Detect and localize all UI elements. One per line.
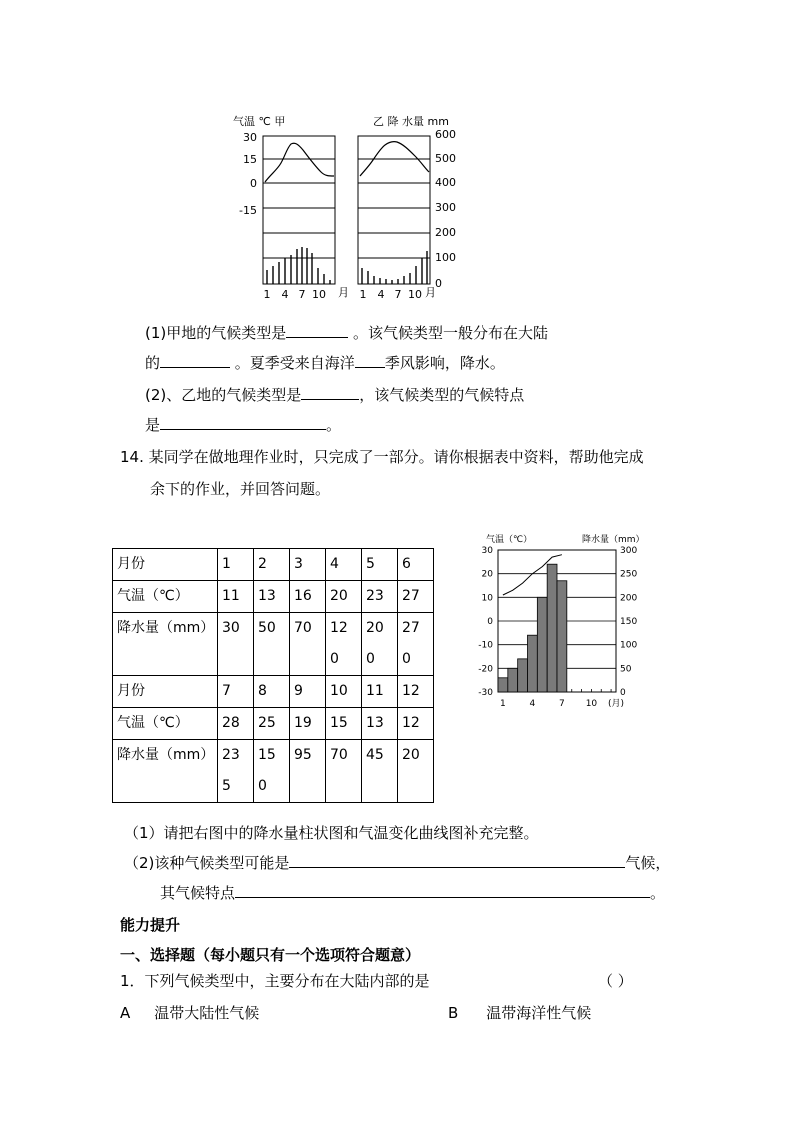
- jia-header: 气温 ℃ 甲: [233, 115, 286, 128]
- jia-x-tick: 10: [312, 288, 326, 301]
- chart-y2label: 降水量（mm）: [582, 535, 645, 545]
- answer-blank[interactable]: [301, 385, 359, 400]
- jia-temp-tick: -15: [239, 204, 257, 217]
- choice-q1-answer-paren[interactable]: （ ）: [598, 972, 633, 990]
- chart-temp-tick: 0: [487, 617, 493, 627]
- chart-ylabel: 气温（℃）: [486, 535, 533, 545]
- section-subtitle: 一、选择题（每小题只有一个选项符合题意）: [120, 946, 421, 964]
- chart-precip-bar: [537, 597, 547, 692]
- jia-temp-tick: 30: [243, 131, 257, 144]
- q14-answer-line3: 其气候特点 。: [160, 884, 666, 902]
- jia-x-tick: 1: [263, 288, 271, 301]
- chart-precip-tick: 300: [620, 546, 638, 556]
- chart-temp-tick: 20: [481, 569, 493, 580]
- jia-temp-tick: 0: [250, 177, 257, 190]
- chart-temp-tick: -10: [478, 640, 493, 651]
- q13-line1: (1)甲地的气候类型是 。该气候类型一般分布在大陆: [145, 324, 549, 342]
- chart-temp-tick: 30: [481, 546, 493, 556]
- chart-precip-tick: 250: [620, 569, 638, 580]
- answer-blank[interactable]: [289, 853, 625, 868]
- answer-blank[interactable]: [355, 353, 385, 368]
- jia-panel: [239, 131, 349, 301]
- table-row: 月份 7 8 9 10 11 12: [113, 676, 434, 708]
- q13-line2: 的 。夏季受来自海洋 季风影响，降水。: [145, 354, 505, 372]
- chart-x-tick: 7: [559, 699, 565, 709]
- jia-temp-curve: [265, 143, 334, 182]
- chart-precip-tick: 200: [620, 593, 638, 604]
- climate-chart: [476, 530, 656, 712]
- answer-blank[interactable]: [160, 415, 326, 430]
- chart-x-unit: (月): [608, 699, 625, 709]
- q13-line3: (2)、乙地的气候类型是 ，该气候类型的气候特点: [145, 386, 525, 404]
- chart-temp-tick: -20: [478, 664, 493, 675]
- chart-x-tick: 4: [529, 699, 536, 709]
- chart-precip-bar: [518, 659, 528, 692]
- chart-precip-tick: 150: [620, 617, 638, 627]
- chart-precip-tick: 100: [620, 640, 638, 651]
- jia-x-tick: 7: [298, 288, 306, 301]
- yi-precip-tick: 500: [435, 152, 456, 165]
- table-row: 气温（℃） 11 13 16 20 23 27: [113, 581, 434, 613]
- jia-x-tick: 4: [281, 288, 289, 301]
- chart-temp-tick: 10: [481, 593, 493, 604]
- chart-x-tick: 10: [585, 699, 598, 709]
- answer-blank[interactable]: [235, 883, 650, 898]
- q14-answer-line1: （1）请把右图中的降水量柱状图和气温变化曲线图补充完整。: [124, 824, 539, 842]
- yi-x-tick: 4: [377, 288, 385, 301]
- yi-precip-tick: 300: [435, 201, 456, 214]
- jia-precip-bars: [267, 247, 330, 284]
- section-title: 能力提升: [120, 916, 181, 934]
- choice-q1-stem: 1．下列气候类型中，主要分布在大陆内部的是: [120, 972, 430, 990]
- yi-precip-tick: 600: [435, 128, 456, 141]
- yi-precip-tick: 200: [435, 226, 456, 239]
- yi-precip-tick: 0: [435, 277, 442, 290]
- chart-x-tick: 1: [500, 699, 506, 709]
- table-row: 月份 1 2 3 4 5 6: [113, 549, 434, 581]
- answer-blank[interactable]: [286, 323, 348, 338]
- yi-precip-tick: 100: [435, 251, 456, 264]
- q14-line1: 14. 某同学在做地理作业时，只完成了一部分。请你根据表中资料，帮助他完成: [120, 448, 644, 466]
- yi-x-tick: 10: [408, 288, 422, 301]
- option-a[interactable]: A 温带大陆性气候: [120, 1004, 260, 1022]
- chart-precip-bar: [528, 635, 538, 692]
- chart-precip-tick: 50: [620, 664, 632, 675]
- chart-precip-bar: [557, 581, 567, 692]
- yi-x-tick: 7: [394, 288, 402, 301]
- climate-data-table: [112, 548, 434, 803]
- q14-line2: 余下的作业，并回答问题。: [150, 480, 331, 498]
- yi-header: 乙 降 水量 mm: [373, 115, 449, 128]
- chart-precip-bar: [547, 564, 557, 692]
- yi-x-tick: 1: [359, 288, 367, 301]
- jia-month-unit: 月: [338, 286, 349, 299]
- yi-precip-tick: 400: [435, 176, 456, 189]
- q13-line4: 是 。: [145, 416, 342, 434]
- jia-temp-tick: 15: [243, 153, 257, 166]
- climate-figure-jia-yi: [225, 108, 470, 303]
- table-row: 降水量（mm） 30 50 70 12 0 20 0 27 0: [113, 613, 434, 676]
- chart-precip-tick: 0: [620, 688, 626, 698]
- q14-answer-line2: （2)该种气候类型可能是 气候，: [124, 854, 671, 872]
- chart-precip-bar: [498, 678, 508, 692]
- table-row: 气温（℃） 28 25 19 15 13 12: [113, 708, 434, 740]
- yi-precip-bars: [362, 251, 427, 284]
- yi-panel: [358, 128, 456, 301]
- chart-temp-tick: -30: [478, 688, 493, 698]
- chart-precip-bar: [508, 668, 518, 692]
- option-b[interactable]: B 温带海洋性气候: [448, 1004, 592, 1022]
- table-row: 降水量（mm） 23 5 15 0 95 70 45 20: [113, 740, 434, 803]
- answer-blank[interactable]: [160, 353, 230, 368]
- yi-month-unit: 月: [425, 286, 436, 299]
